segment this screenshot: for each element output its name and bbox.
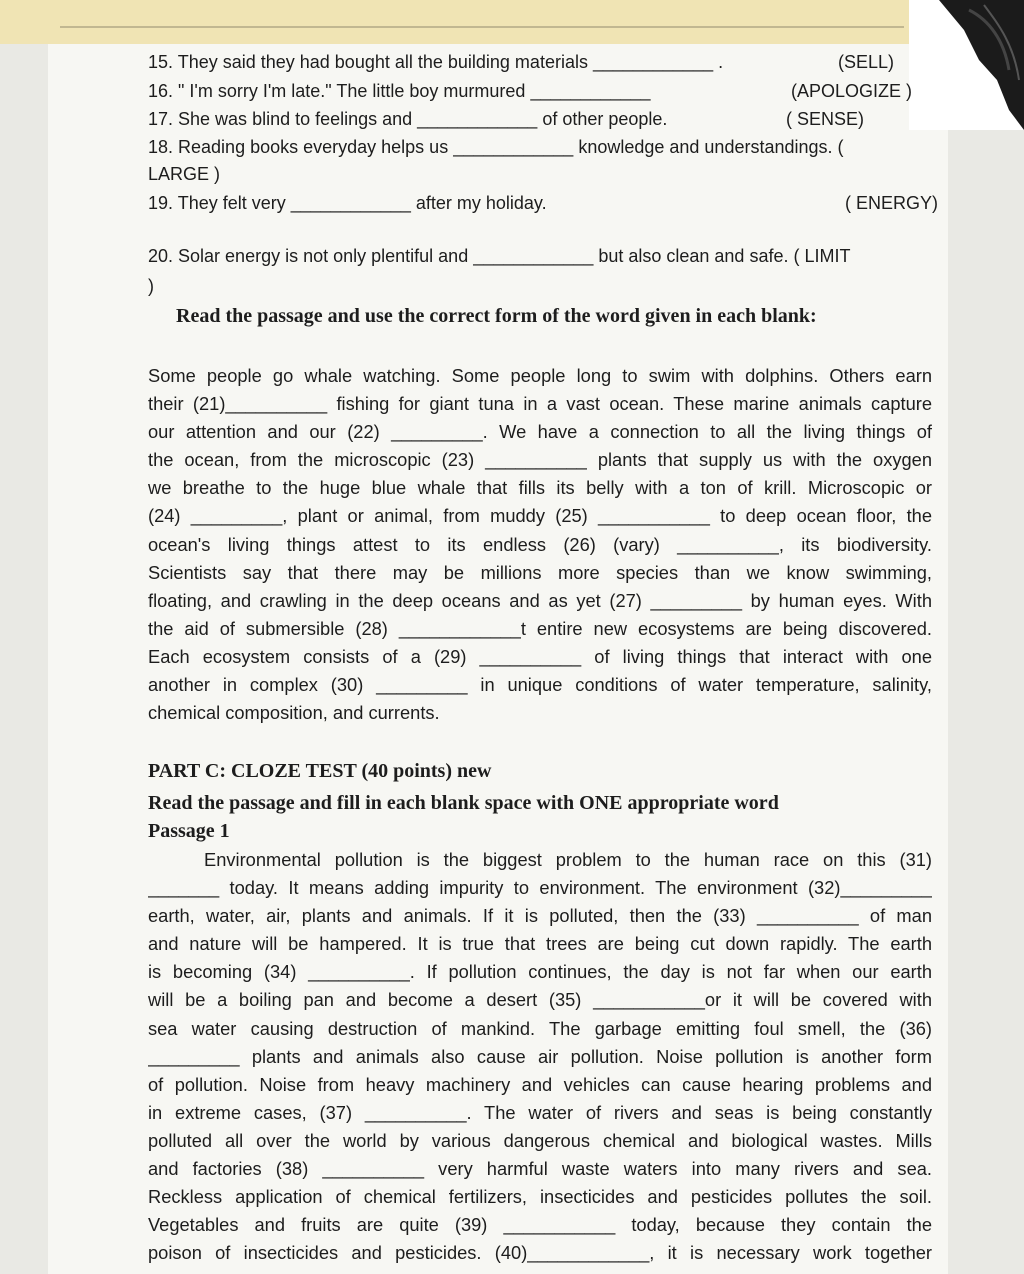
passage-line: another in complex (30) _________ in unique conditions of water temperature, salinity, (148, 674, 932, 696)
question-text: 18. Reading books everyday helps us ____________ knowledge and understandings. ( (148, 137, 844, 157)
passage-line: poison of insecticides and pesticides. (40)____________, it is necessary work together (148, 1242, 932, 1264)
question-text: 20. Solar energy is not only plentiful and ____________ but also clean and safe. ( LIMIT (148, 246, 851, 266)
passage-line: and nature will be hampered. It is true that trees are being cut down rapidly. The earth (148, 933, 932, 955)
question-hint: (APOLOGIZE ) (790, 81, 912, 101)
passage-line: Some people go whale watching. Some people long to swim with dolphins. Others earn (148, 365, 932, 386)
question-19 (148, 189, 938, 217)
passage-label: Passage 1 (148, 820, 230, 842)
passage-line: is becoming (34) __________. If pollution continues, the day is not far when our earth (148, 961, 932, 983)
part-c-instruction: Read the passage and fill in each blank space with ONE appropriate word (148, 792, 779, 814)
question-16 (148, 77, 938, 105)
passage-line: (24) _________, plant or animal, from muddy (25) ___________ to deep ocean floor, the (148, 505, 932, 527)
divider (60, 26, 904, 28)
passage-line: Each ecosystem consists of a (29) __________ of living things that interact with one (148, 645, 932, 667)
passage-line: Reckless application of chemical fertilizers, insecticides and pesticides pollutes the soil. (148, 1186, 932, 1208)
question-text: 15. They said they had bought all the building materials ____________ . (148, 52, 724, 72)
passage-line: _______ today. It means adding impurity to environment. The environment (32)_________ (148, 877, 932, 899)
question-text: ) (148, 276, 154, 296)
question-20 (148, 242, 938, 270)
passage-line: chemical composition, and currents. (148, 702, 440, 724)
passage-line: our attention and our (22) _________. We have a connection to all the living things of (148, 421, 932, 443)
section-heading: Read the passage and use the correct form of the word given in each blank: (176, 305, 817, 327)
passage-line: the aid of submersible (28) ____________t entire new ecosystems are being discovered. (148, 617, 932, 639)
question-20-cont (148, 272, 938, 300)
passage-line: Environmental pollution is the biggest problem to the human race on this (31) (204, 849, 932, 870)
passage-line: will be a boiling pan and become a desert (35) ___________or it will be covered with (148, 989, 932, 1011)
passage-line: floating, and crawling in the deep oceans and as yet (27) _________ by human eyes. With (148, 589, 932, 611)
passage-line: polluted all over the world by various dangerous chemical and biological wastes. Mills (148, 1129, 932, 1151)
word-form-passage (148, 362, 932, 727)
top-band (0, 0, 1024, 44)
passage-line: sea water causing destruction of mankind. The garbage emitting foul smell, the (36) (148, 1017, 932, 1039)
question-hint: ( ENERGY) (844, 193, 938, 213)
passage-line: Vegetables and fruits are quite (39) ___________ today, because they contain the (148, 1214, 932, 1236)
passage-line: in extreme cases, (37) __________. The water of rivers and seas is being constantly (148, 1101, 932, 1123)
question-text: 19. They felt very ____________ after my holiday. (148, 193, 547, 213)
passage-line: their (21)__________ fishing for giant tuna in a vast ocean. These marine animals capture (148, 393, 932, 415)
passage-line: ocean's living things attest to its endless (26) (vary) __________, its biodiversity. (148, 533, 932, 555)
question-17 (148, 105, 938, 133)
part-c-title: PART C: CLOZE TEST (40 points) new (148, 760, 492, 782)
question-15 (148, 48, 938, 76)
passage-line: _________ plants and animals also cause air pollution. Noise pollution is another form (148, 1045, 932, 1067)
passage-line: we breathe to the huge blue whale that fills its belly with a ton of krill. Microscopic or (148, 477, 932, 499)
question-text: 16. " I'm sorry I'm late." The little boy murmured ____________ (148, 81, 651, 101)
question-hint: (SELL) (837, 52, 894, 72)
passage-line: and factories (38) __________ very harmful waste waters into many rivers and sea. (148, 1158, 932, 1180)
question-18-cont (148, 160, 938, 188)
passage-line: of pollution. Noise from heavy machinery and vehicles can cause hearing problems and (148, 1073, 932, 1095)
passage-line: earth, water, air, plants and animals. If it is polluted, then the (33) __________ of man (148, 905, 932, 927)
question-hint: ( SENSE) (785, 109, 864, 129)
question-text: 17. She was blind to feelings and ____________ of other people. (148, 109, 668, 129)
cloze-passage (148, 846, 932, 1267)
passage-line: Scientists say that there may be millions more species than we know swimming, (148, 561, 932, 583)
passage-line: the ocean, from the microscopic (23) __________ plants that supply us with the oxygen (148, 449, 932, 471)
question-text: LARGE ) (148, 164, 221, 184)
question-18 (148, 133, 938, 161)
